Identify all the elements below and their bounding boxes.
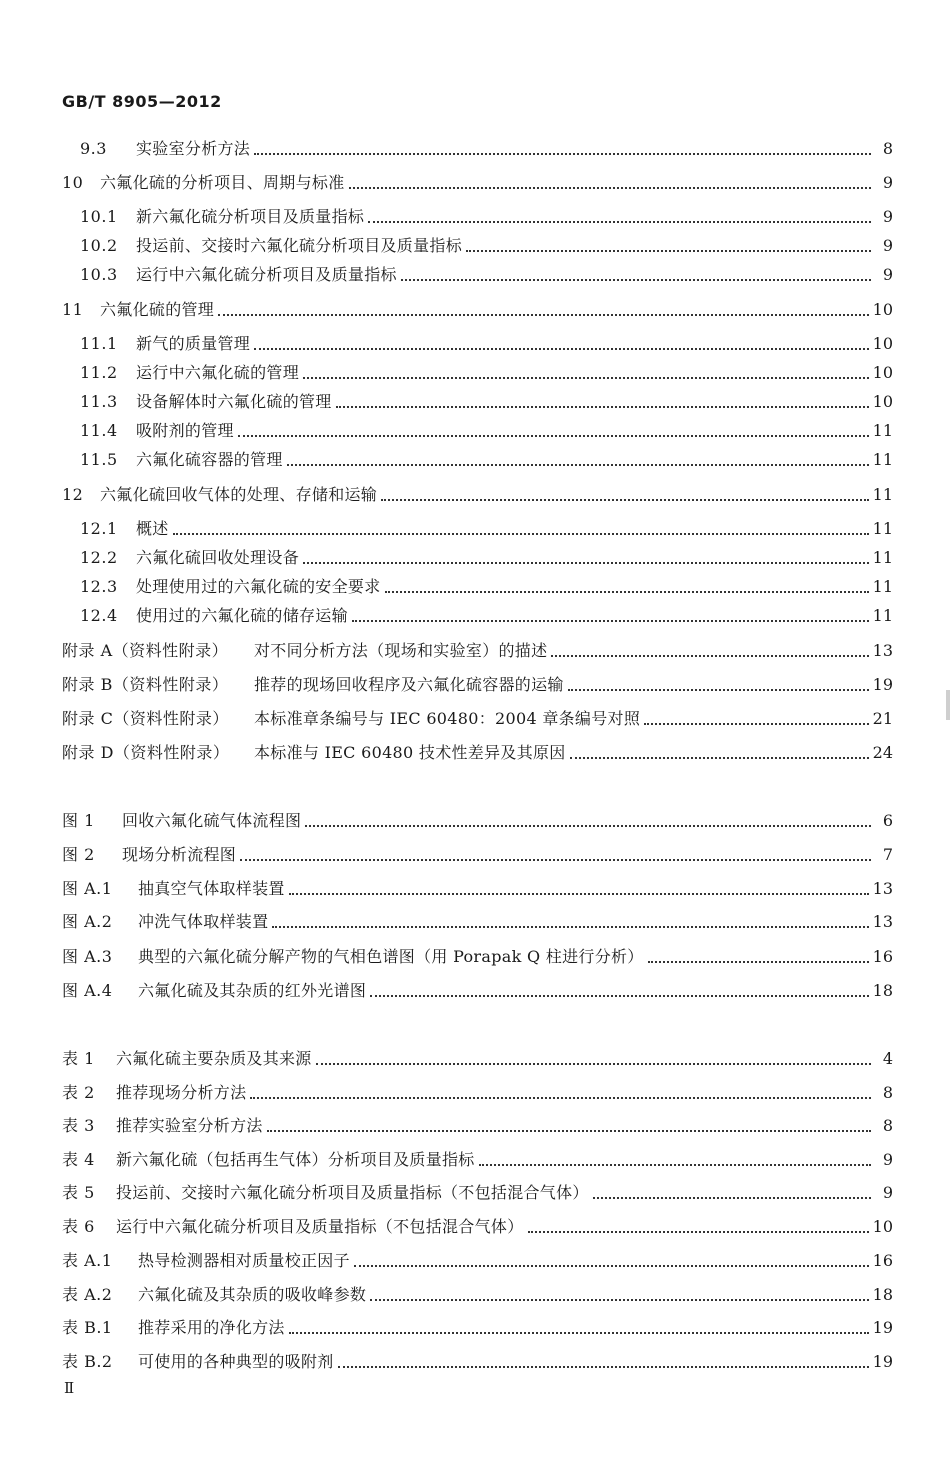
toc-entry[interactable] (62, 808, 893, 834)
dot-leader (336, 405, 869, 408)
dot-leader (368, 220, 871, 223)
toc-entry-number: 12.4 (80, 606, 118, 625)
toc-entry-title: 可使用的各种典型的吸附剂 (138, 1352, 334, 1371)
toc-entry-page: 11 (872, 485, 893, 504)
toc-entry[interactable] (62, 1282, 893, 1308)
toc-entry-page: 10 (872, 334, 893, 353)
toc-entry-title: 回收六氟化硫气体流程图 (122, 811, 302, 830)
toc-entry[interactable] (80, 389, 893, 415)
toc-entry-title: 新六氟化硫（包括再生气体）分析项目及质量指标 (116, 1150, 475, 1169)
toc-entry[interactable] (80, 516, 893, 542)
toc-entry-number: 11.1 (80, 334, 118, 353)
dot-leader (551, 654, 868, 657)
toc-entry-page: 11 (872, 450, 893, 469)
toc-entry-page: 9 (882, 1150, 893, 1169)
toc-entry-title: 推荐实验室分析方法 (116, 1116, 263, 1135)
toc-entry-number: 表 5 (62, 1183, 95, 1202)
toc-entry-number: 12.3 (80, 577, 118, 596)
dot-leader (568, 688, 869, 691)
toc-entry-number: 图 1 (62, 811, 95, 830)
dot-leader (401, 278, 871, 281)
toc-entry-number: 表 A.1 (62, 1251, 113, 1270)
toc-entry-page: 9 (882, 207, 893, 226)
toc-entry-number: 11 (62, 300, 84, 319)
toc-entry[interactable] (62, 1315, 893, 1341)
toc-entry[interactable] (62, 1147, 893, 1173)
toc-entry-number: 12 (62, 485, 84, 504)
toc-entry[interactable] (80, 262, 893, 288)
dot-leader (570, 756, 869, 759)
toc-entry-number: 表 1 (62, 1049, 95, 1068)
dot-leader (250, 1096, 871, 1099)
toc-entry-page: 11 (872, 519, 893, 538)
toc-entry-title: 六氟化硫主要杂质及其来源 (116, 1049, 312, 1068)
dot-leader (272, 925, 868, 928)
toc-entry[interactable] (62, 1248, 893, 1274)
dot-leader (354, 1264, 869, 1267)
toc-entry[interactable] (80, 418, 893, 444)
toc-entry-page: 18 (872, 981, 893, 1000)
toc-entry-title: 新气的质量管理 (136, 334, 251, 353)
toc-entry-number: 表 3 (62, 1116, 95, 1135)
dot-leader (287, 463, 869, 466)
toc-entry[interactable] (62, 706, 893, 732)
toc-entry[interactable] (62, 482, 893, 508)
toc-entry-page: 11 (872, 548, 893, 567)
toc-entry-number: 附录 B（资料性附录） (62, 675, 229, 694)
toc-entry[interactable] (80, 233, 893, 259)
toc-entry-page: 10 (872, 363, 893, 382)
dot-leader (648, 960, 869, 963)
toc-entry-title: 热导检测器相对质量校正因子 (138, 1251, 350, 1270)
toc-entry-number: 附录 D（资料性附录） (62, 743, 230, 762)
toc-entry-title: 投运前、交接时六氟化硫分析项目及质量指标（不包括混合气体） (116, 1183, 589, 1202)
toc-entry-page: 11 (872, 606, 893, 625)
dot-leader (338, 1365, 869, 1368)
toc-entry-page: 8 (882, 139, 893, 158)
toc-entry-number: 图 A.2 (62, 912, 113, 931)
toc-entry-page: 9 (882, 173, 893, 192)
dot-leader (303, 376, 869, 379)
toc-entry-title: 六氟化硫的分析项目、周期与标准 (100, 173, 345, 192)
toc-entry-title: 推荐采用的净化方法 (138, 1318, 285, 1337)
dot-leader (349, 186, 871, 189)
toc-entry[interactable] (62, 944, 893, 970)
toc-entry-page: 8 (882, 1083, 893, 1102)
standard-code-header: GB/T 8905—2012 (62, 92, 222, 111)
toc-entry-title: 六氟化硫及其杂质的红外光谱图 (138, 981, 367, 1000)
toc-entry-number: 表 2 (62, 1083, 95, 1102)
toc-entry-page: 9 (882, 236, 893, 255)
toc-entry[interactable] (62, 1046, 893, 1072)
toc-entry-page: 21 (872, 709, 893, 728)
dot-leader (173, 532, 869, 535)
toc-entry-title: 冲洗气体取样装置 (138, 912, 269, 931)
dot-leader (305, 824, 871, 827)
dot-leader (316, 1062, 871, 1065)
toc-entry-title: 新六氟化硫分析项目及质量指标 (136, 207, 365, 226)
dot-leader (254, 152, 871, 155)
dot-leader (352, 619, 869, 622)
dot-leader (593, 1196, 871, 1199)
toc-entry-number: 11.5 (80, 450, 118, 469)
toc-entry-page: 19 (872, 1318, 893, 1337)
toc-entry[interactable] (62, 297, 893, 323)
toc-entry[interactable] (62, 978, 893, 1004)
toc-entry-title: 概述 (136, 519, 169, 538)
toc-entry-number: 表 6 (62, 1217, 95, 1236)
toc-entry-page: 24 (872, 743, 893, 762)
toc-entry-number: 10 (62, 173, 84, 192)
toc-entry-page: 13 (872, 641, 893, 660)
page-number-footer: Ⅱ (64, 1379, 75, 1397)
toc-entry-page: 10 (872, 300, 893, 319)
dot-leader (370, 994, 868, 997)
toc-entry-title: 设备解体时六氟化硫的管理 (136, 392, 332, 411)
toc-entry[interactable] (62, 909, 893, 935)
toc-entry[interactable] (62, 672, 893, 698)
toc-entry-number: 10.2 (80, 236, 118, 255)
toc-entry-page: 18 (872, 1285, 893, 1304)
toc-entry[interactable] (80, 603, 893, 629)
toc-entry-number: 11.4 (80, 421, 118, 440)
toc-entry-title: 实验室分析方法 (136, 139, 251, 158)
dot-leader (479, 1163, 871, 1166)
toc-entry-title: 投运前、交接时六氟化硫分析项目及质量指标 (136, 236, 463, 255)
toc-entry-number: 12.2 (80, 548, 118, 567)
toc-entry-title: 运行中六氟化硫分析项目及质量指标（不包括混合气体） (116, 1217, 524, 1236)
toc-entry-title: 处理使用过的六氟化硫的安全要求 (136, 577, 381, 596)
dot-leader (303, 561, 869, 564)
toc-entry-title: 运行中六氟化硫分析项目及质量指标 (136, 265, 397, 284)
toc-entry[interactable] (62, 1080, 893, 1106)
toc-entry-number: 表 4 (62, 1150, 95, 1169)
toc-entry-number: 图 2 (62, 845, 95, 864)
toc-entry[interactable] (62, 1113, 893, 1139)
toc-entry-title: 推荐的现场回收程序及六氟化硫容器的运输 (254, 675, 564, 694)
toc-entry-number: 11.2 (80, 363, 118, 382)
toc-entry[interactable] (62, 1349, 893, 1375)
toc-entry-page: 10 (872, 1217, 893, 1236)
toc-entry[interactable] (62, 638, 893, 664)
toc-entry-page: 9 (882, 1183, 893, 1202)
toc-entry-number: 附录 C（资料性附录） (62, 709, 229, 728)
toc-entry-title: 六氟化硫回收处理设备 (136, 548, 300, 567)
toc-entry[interactable] (62, 740, 893, 766)
toc-entry-page: 11 (872, 421, 893, 440)
toc-entry-title: 典型的六氟化硫分解产物的气相色谱图（用 Porapak Q 柱进行分析） (138, 947, 644, 966)
dot-leader (644, 722, 869, 725)
toc-entry-number: 图 A.1 (62, 879, 113, 898)
toc-entry[interactable] (62, 1180, 893, 1206)
toc-entry-number: 12.1 (80, 519, 118, 538)
toc-entry-title: 本标准与 IEC 60480 技术性差异及其原因 (254, 743, 566, 762)
toc-entry-number: 9.3 (80, 139, 107, 158)
dot-leader (466, 249, 871, 252)
toc-entry-title: 对不同分析方法（现场和实验室）的描述 (254, 641, 548, 660)
toc-entry[interactable] (80, 574, 893, 600)
toc-entry[interactable] (62, 842, 893, 868)
toc-entry-number: 附录 A（资料性附录） (62, 641, 229, 660)
toc-entry-title: 推荐现场分析方法 (116, 1083, 247, 1102)
dot-leader (289, 892, 869, 895)
toc-entry-title: 六氟化硫的管理 (100, 300, 215, 319)
toc-entry-page: 9 (882, 265, 893, 284)
toc-entry-number: 表 A.2 (62, 1285, 113, 1304)
toc-entry[interactable] (80, 204, 893, 230)
dot-leader (370, 1298, 868, 1301)
dot-leader (238, 434, 869, 437)
toc-entry-page: 4 (882, 1049, 893, 1068)
toc-entry-title: 吸附剂的管理 (136, 421, 234, 440)
dot-leader (240, 858, 871, 861)
dot-leader (528, 1230, 869, 1233)
toc-entry-number: 图 A.3 (62, 947, 113, 966)
toc-entry[interactable] (62, 876, 893, 902)
dot-leader (267, 1129, 871, 1132)
toc-entry-page: 19 (872, 675, 893, 694)
toc-entry-page: 10 (872, 392, 893, 411)
toc-entry-page: 16 (872, 1251, 893, 1270)
toc-entry-page: 19 (872, 1352, 893, 1371)
toc-entry-page: 7 (882, 845, 893, 864)
toc-entry-number: 表 B.1 (62, 1318, 113, 1337)
toc-entry-title: 抽真空气体取样装置 (138, 879, 285, 898)
toc-entry[interactable] (80, 136, 893, 162)
toc-entry-number: 表 B.2 (62, 1352, 113, 1371)
toc-entry-number: 图 A.4 (62, 981, 113, 1000)
toc-entry-page: 8 (882, 1116, 893, 1135)
toc-entry-page: 6 (882, 811, 893, 830)
dot-leader (254, 347, 869, 350)
toc-entry[interactable] (80, 545, 893, 571)
toc-entry-title: 现场分析流程图 (122, 845, 237, 864)
scan-edge-mark (946, 690, 950, 720)
toc-entry-title: 六氟化硫回收气体的处理、存储和运输 (100, 485, 378, 504)
dot-leader (218, 313, 869, 316)
toc-entry-page: 13 (872, 879, 893, 898)
toc-entry[interactable] (62, 1214, 893, 1240)
toc-entry-title: 使用过的六氟化硫的储存运输 (136, 606, 348, 625)
toc-entry-number: 10.3 (80, 265, 118, 284)
toc-entry[interactable] (80, 447, 893, 473)
toc-entry-title: 运行中六氟化硫的管理 (136, 363, 300, 382)
toc-entry-page: 13 (872, 912, 893, 931)
toc-entry-title: 六氟化硫容器的管理 (136, 450, 283, 469)
toc-entry-number: 11.3 (80, 392, 118, 411)
toc-entry-page: 16 (872, 947, 893, 966)
toc-entry-title: 六氟化硫及其杂质的吸收峰参数 (138, 1285, 367, 1304)
dot-leader (289, 1331, 869, 1334)
dot-leader (381, 498, 869, 501)
toc-entry[interactable] (62, 170, 893, 196)
dot-leader (385, 590, 869, 593)
toc-entry[interactable] (80, 360, 893, 386)
toc-entry-page: 11 (872, 577, 893, 596)
toc-entry-title: 本标准章条编号与 IEC 60480：2004 章条编号对照 (254, 709, 641, 728)
toc-entry[interactable] (80, 331, 893, 357)
toc-entry-number: 10.1 (80, 207, 118, 226)
